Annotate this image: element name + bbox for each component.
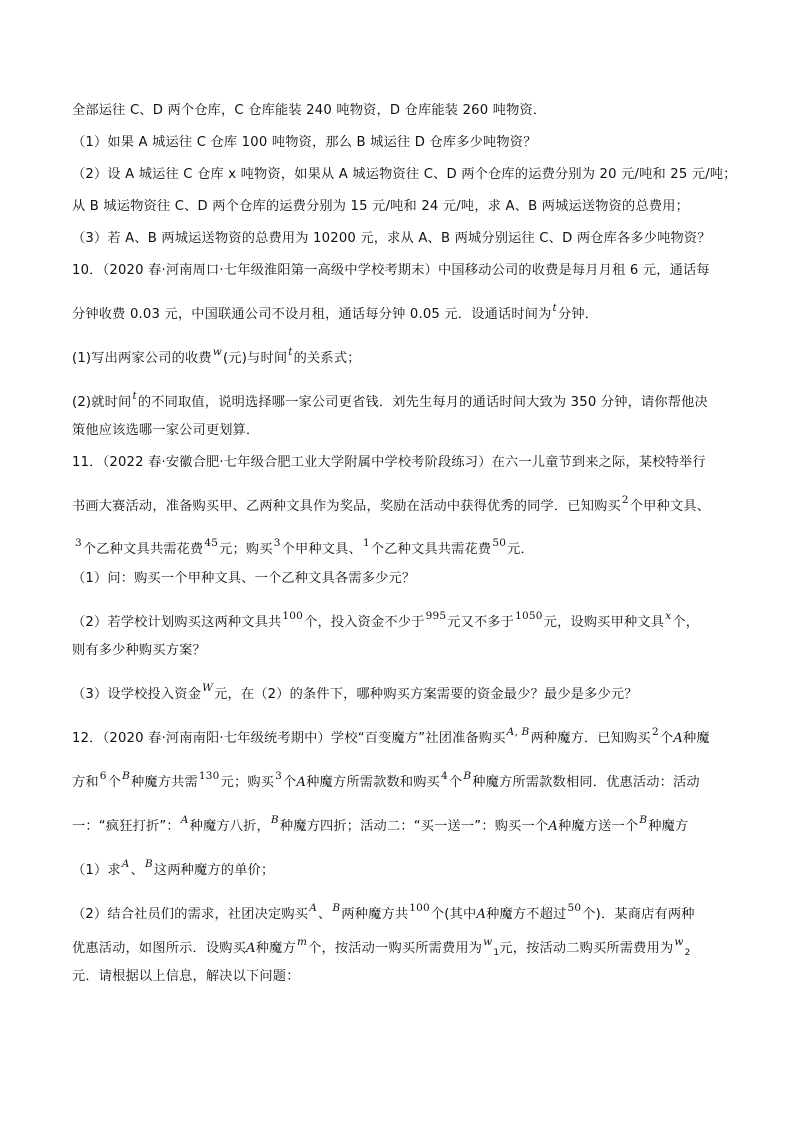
q11-stem-cont: 书画大赛活动，准备购买甲、乙两种文具作为奖品，奖励在活动中获得优秀的同学．已知购买$^2$个甲种文具、 xyxy=(72,494,711,514)
q12-part2: （2）结合社员们的需求，社团决定购买$^A$、$^B$两种魔方共$^{100}$个(其中A种魔方不超过$^{50}$个)．某商店有两种 xyxy=(72,902,695,922)
q12-stem: 12．（2020 春·河南南阳·七年级统考期中）学校“百变魔方”社团准备购买$^{A, B}$两种魔方．已知购买$^2$个A种魔 xyxy=(72,726,710,746)
q12-part2-cont: 优惠活动，如图所示．设购买A种魔方$^m$个，按活动一购买所需费用为$^w_1$元，按活动二购买所需费用为$^w_2$ xyxy=(72,936,691,958)
q9-part1: （1）如果 A 城运往 C 仓库 100 吨物资，那么 B 城运往 D 仓库多少吨物资？ xyxy=(72,135,537,150)
q10-stem: 10．（2020 春·河南周口·七年级淮阳第一高级中学校考期末）中国移动公司的收费是每月月租 6 元，通话每 xyxy=(72,263,710,278)
q11-part2-cont: 则有多少种购买方案？ xyxy=(72,643,206,658)
q9-part2-cont: 从 B 城运物资往 C、D 两个仓库的运费分别为 15 元/吨和 24 元/吨，求 A、B 两城运送物资的总费用； xyxy=(72,199,689,214)
q11-part1: （1）问：购买一个甲种文具、一个乙种文具各需多少元？ xyxy=(72,571,416,586)
q12-part1: （1）求$^A$、$^B$这两种魔方的单价； xyxy=(72,858,275,878)
q10-part1: (1)写出两家公司的收费$^w$(元)与时间$^t$的关系式； xyxy=(72,346,361,366)
q12-stem-cont: 方和$^6$个$^B$种魔方共需$^{130}$元；购买$^3$个A种魔方所需款数和购买$^4$个$^B$种魔方所需款数相同．优惠活动：活动 xyxy=(72,770,700,790)
q9-part3: （3）若 A、B 两城运送物资的总费用为 10200 元，求从 A、B 两城分别运往 C、D 两仓库各多少吨物资？ xyxy=(72,231,711,246)
q10-part2: (2)就时间$^t$的不同取值，说明选择哪一家公司更省钱．刘先生每月的通话时间大致为 350 分钟，请你帮他决 xyxy=(72,390,708,410)
q11-stem: 11．（2022 春·安徽合肥·七年级合肥工业大学附属中学校考阶段练习）在六一儿童节到来之际，某校特举行 xyxy=(72,455,706,470)
q10-part2-cont: 策他应该选哪一家公司更划算． xyxy=(72,423,260,438)
q10-stem-cont: 分钟收费 0.03 元，中国联通公司不设月租，通话每分钟 0.05 元．设通话时间为$^t$分钟． xyxy=(72,302,599,322)
q11-stem-cont2: $^3$个乙种文具共需花费$^{45}$元；购买$^3$个甲种文具、$^1$个乙种文具共需花费$^{50}$元． xyxy=(75,537,534,557)
text-line: 全部运往 C、D 两个仓库，C 仓库能装 240 吨物资，D 仓库能装 260 吨物资． xyxy=(72,103,547,118)
q11-part2: （2）若学校计划购买这两种文具共$^{100}$个，投入资金不少于$^{995}$元又不多于$^{1050}$元，设购买甲种文具$^x$个， xyxy=(72,610,700,630)
q12-stem-cont2: 一：“疯狂打折”：$^A$种魔方八折，$^B$种魔方四折；活动二：“买一送一”：购买一个A种魔方送一个$^B$种魔方 xyxy=(72,814,689,834)
q12-part2-cont2: 元．请根据以上信息，解决以下问题： xyxy=(72,969,300,984)
q11-part3: （3）设学校投入资金$^W$元，在（2）的条件下，哪种购买方案需要的资金最少？最少是多少元？ xyxy=(72,682,638,702)
q9-part2: （2）设 A 城运往 C 仓库 x 吨物资，如果从 A 城运物资往 C、D 两个仓库的运费分别为 20 元/吨和 25 元/吨； xyxy=(72,167,737,182)
